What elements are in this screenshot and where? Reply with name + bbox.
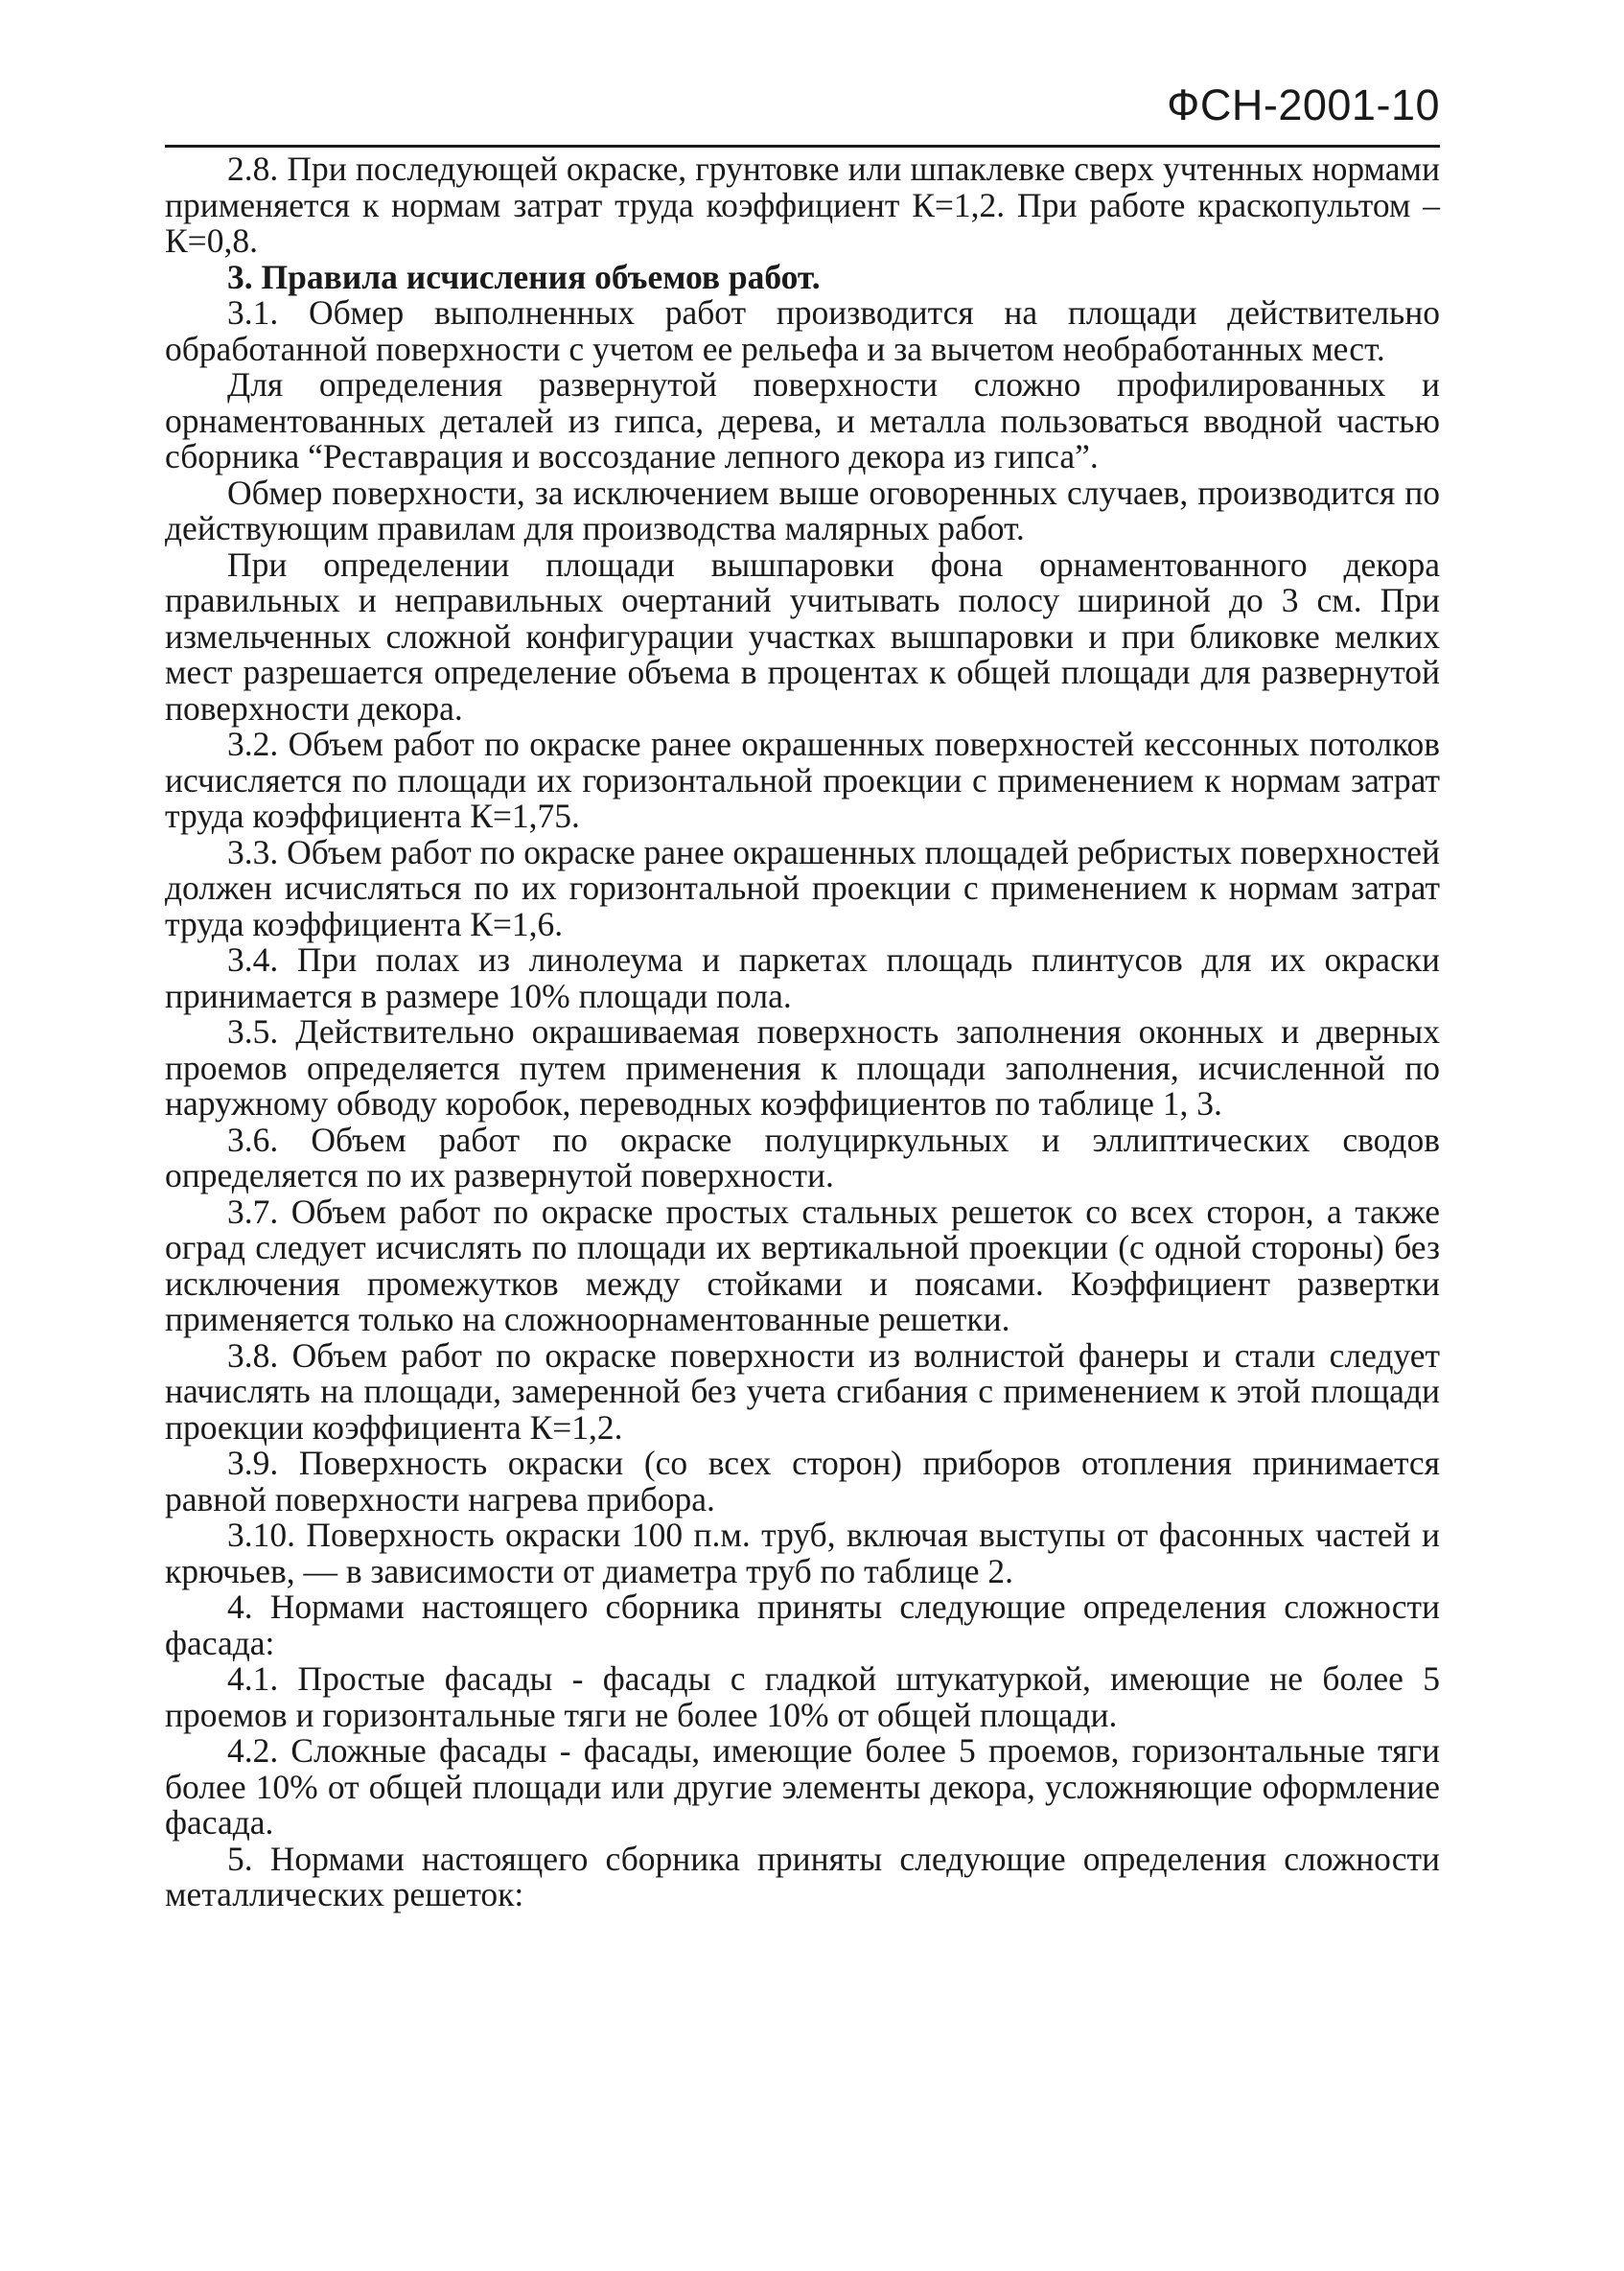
paragraph-2-8: 2.8. При последующей окраске, грунтовке или шпаклевке сверх учтенных нормами применяется к нормам затрат труда коэффициент К=1,2. При работе краскопультом – К=0,8. — [165, 150, 1440, 260]
paragraph-3-6: 3.6. Объем работ по окраске полуциркульных и эллиптических сводов определяется по их развернутой поверхности. — [165, 1120, 1440, 1194]
paragraph-3-9: 3.9. Поверхность окраски (со всех сторон) приборов отопления принимается равной поверхности нагрева прибора. — [165, 1444, 1440, 1518]
section-heading-3: 3. Правила исчисления объемов работ. — [227, 257, 821, 296]
paragraph-3-3: 3.3. Объем работ по окраске ранее окрашенных площадей ребристых поверхностей должен исчисляться по их горизонтальной проекции с применением к нормам затрат труда коэффициента К=1,6. — [165, 832, 1440, 943]
paragraph-3-5: 3.5. Действительно окрашиваемая поверхность заполнения оконных и дверных проемов определяется путем применения к площади заполнения, исчисленной по наружному обводу коробок, переводных коэффициентов по таблице 1, 3. — [165, 1012, 1440, 1123]
paragraph-3-7: 3.7. Объем работ по окраске простых стальных решеток со всех сторон, а также оград следует исчислять по площади их вертикальной проекции (с одной стороны) без исключения промежутков между стойками и поясами. Коэффициент развертки применяется только на сложноорнаментованные решетки. — [165, 1192, 1440, 1338]
paragraph-5: 5. Нормами настоящего сборника приняты следующие определения сложности металлических решеток: — [165, 1839, 1440, 1913]
header-rule — [165, 145, 1440, 148]
paragraph-3-2: 3.2. Объем работ по окраске ранее окрашенных поверхностей кессонных потолков исчисляется по площади их горизонтальной проекции с применением к нормам затрат труда коэффициента К=1,75. — [165, 725, 1440, 835]
paragraph-3-1: 3.1. Обмер выполненных работ производится на площади действительно обработанной поверхности с учетом ее рельефа и за вычетом необработанных мест. — [165, 293, 1440, 368]
paragraph-background-area: При определении площади вышпаровки фона орнаментованного декора правильных и неправильных очертаний учитывать полосу шириной до 3 см. При измельченных сложной конфигурации участках вышпаровки и при бликовке мелких мест разрешается определение объема в процентах к общей площади для развернутой поверхности декора. — [165, 545, 1440, 728]
paragraph-3-10: 3.10. Поверхность окраски 100 п.м. труб, включая выступы от фасонных частей и крючьев, — в зависимости от диаметра труб по таблице 2. — [165, 1516, 1440, 1590]
paragraph-4-1: 4.1. Простые фасады - фасады с гладкой штукатуркой, имеющие не более 5 проемов и горизонтальные тяги не более 10% от общей площади. — [165, 1659, 1440, 1734]
paragraph-surface-measurement: Обмер поверхности, за исключением выше оговоренных случаев, производится по действующим правилам для производства малярных работ. — [165, 473, 1440, 547]
paragraph-developed-surface: Для определения развернутой поверхности сложно профилированных и орнаментованных деталей из гипса, дерева, и металла пользоваться вводной частью сборника “Реставрация и воссоздание лепного декора из гипса”. — [165, 365, 1440, 475]
paragraph-3-4: 3.4. При полах из линолеума и паркетах площадь плинтусов для их окраски принимается в размере 10% площади пола. — [165, 940, 1440, 1015]
paragraph-3-8: 3.8. Объем работ по окраске поверхности из волнистой фанеры и стали следует начислять на площади, замеренной без учета сгибания с применением к этой площади проекции коэффициента К=1,2. — [165, 1335, 1440, 1447]
document-body — [165, 151, 1440, 1913]
document-code: ФСН-2001-10 — [1167, 81, 1440, 129]
paragraph-4: 4. Нормами настоящего сборника приняты следующие определения сложности фасада: — [165, 1587, 1440, 1662]
paragraph-4-2: 4.2. Сложные фасады - фасады, имеющие более 5 проемов, горизонтальные тяги более 10% от общей площади или другие элементы декора, усложняющие оформление фасада. — [165, 1731, 1440, 1842]
